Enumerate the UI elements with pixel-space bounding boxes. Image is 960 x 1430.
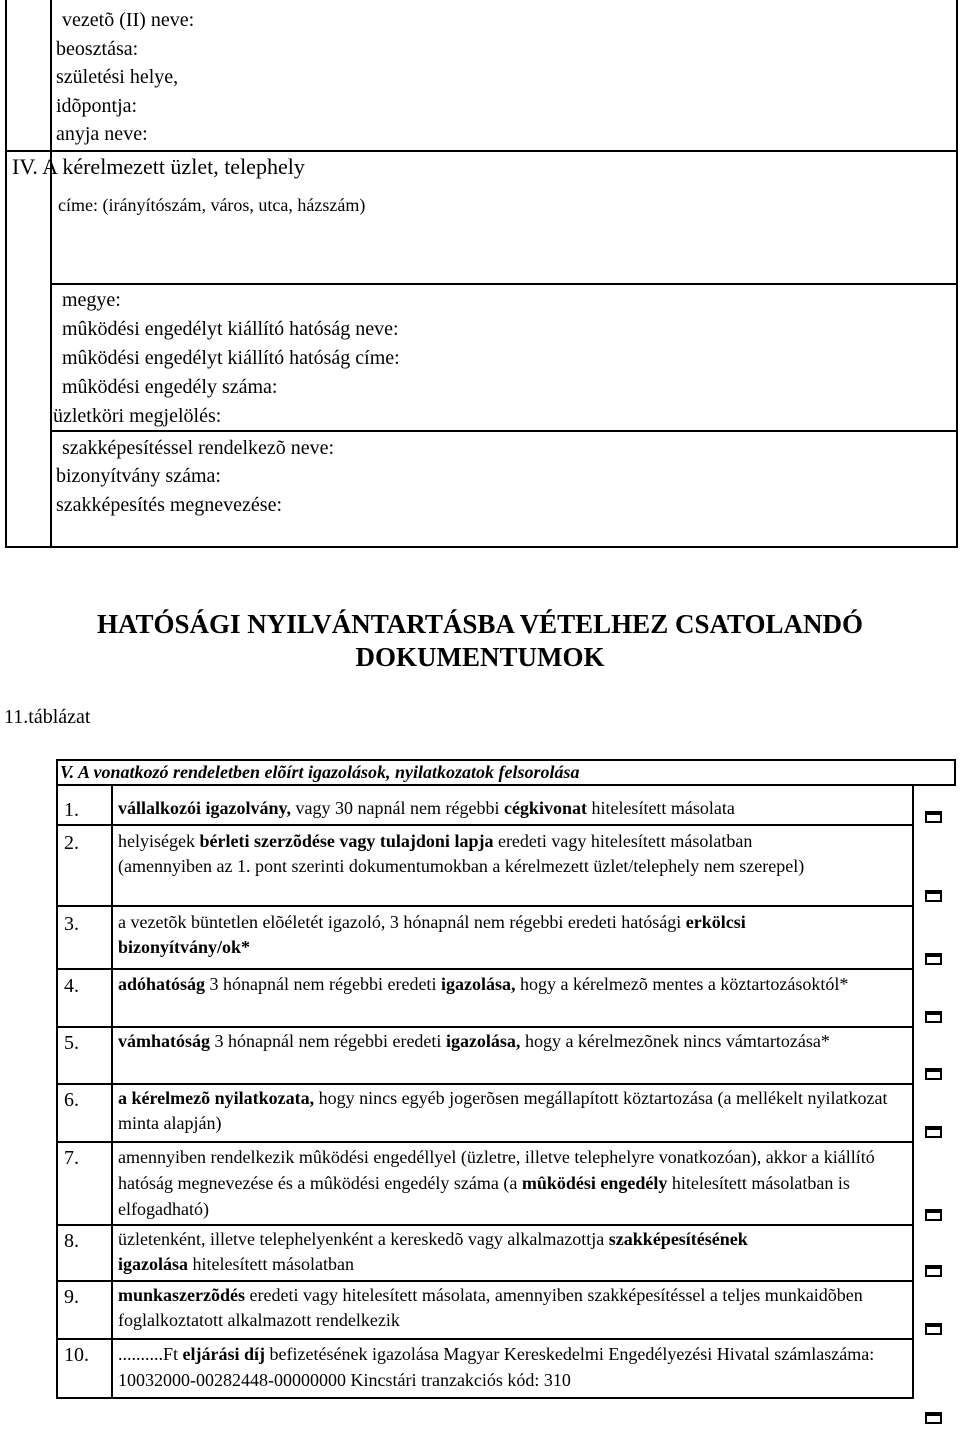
item-text: a kérelmezõ nyilatkozata, hogy nincs egyéb jogerõsen megállapított köztartozása (a mellékelt nyilatkozat minta alapján) xyxy=(118,1088,888,1133)
table-bottom xyxy=(56,1397,914,1399)
item-number: 10. xyxy=(64,1344,89,1366)
qual-line-0: szakképesítéssel rendelkezõ neve: xyxy=(62,437,335,459)
leader-line-4: anyja neve: xyxy=(56,123,148,145)
item-text: ..........Ft eljárási díj befizetésének igazolása Magyar Kereskedelmi Engedélyezési Hivatal számlaszáma: 10032000-00282448-00000000 Kincstári tranzakciós kód: 310 xyxy=(118,1344,875,1390)
table-left xyxy=(56,759,58,784)
item-number: 6. xyxy=(64,1089,79,1111)
mid-line-2: mûködési engedélyt kiállító hatóság címe: xyxy=(62,347,400,369)
top-border xyxy=(5,0,7,548)
num-col-right xyxy=(111,784,113,1399)
scope-label: üzletköri megjelölés: xyxy=(53,405,222,427)
item-number: 9. xyxy=(64,1286,79,1308)
checkbox[interactable] xyxy=(925,1126,942,1138)
mid-line-3: mûködési engedély száma: xyxy=(62,376,278,398)
item-text: amennyiben rendelkezik mûködési engedéllyel (üzletre, illetve telephelyre vonatkozóan), akkor a kiállító hatóság megnevezése és a mûködési engedély száma (a mûködési engedély hitelesített másolatban is elfogadható) xyxy=(118,1147,875,1219)
hline-iv xyxy=(5,150,958,152)
doc-title-line-1: HATÓSÁGI NYILVÁNTARTÁSBA VÉTELHEZ CSATOLANDÓ xyxy=(96,609,863,639)
row-sep xyxy=(56,1224,914,1226)
item-text: vállalkozói igazolvány, vagy 30 napnál nem régebbi cégkivonat hitelesített másolata xyxy=(118,798,735,818)
leader-line-2: születési helye, xyxy=(56,66,179,88)
item-text: üzletenként, illetve telephelyenként a kereskedõ vagy alkalmazottja szakképesítésének igazolása hitelesített másolatban xyxy=(118,1229,748,1274)
table-right xyxy=(954,759,956,784)
hline-qual xyxy=(52,430,956,432)
text-col-right xyxy=(912,784,914,1399)
item-number: 1. xyxy=(64,799,79,821)
mid-line-1: mûködési engedélyt kiállító hatóság neve: xyxy=(62,318,399,340)
address-label: címe: (irányítószám, város, utca, házszám) xyxy=(58,195,366,215)
checkbox[interactable] xyxy=(925,890,942,902)
checkbox[interactable] xyxy=(925,1011,942,1023)
item-text: a vezetõk büntetlen elõéletét igazoló, 3 hónapnál nem régebbi eredeti hatósági erkölcsi bizonyítvány/ok* xyxy=(118,912,746,957)
item-text: vámhatóság 3 hónapnál nem régebbi eredeti igazolása, hogy a kérelmezõnek nincs vámtartozása* xyxy=(118,1031,830,1051)
row-sep xyxy=(56,1280,914,1282)
item-number: 8. xyxy=(64,1230,79,1252)
row-sep xyxy=(56,824,914,826)
leader-line-0: vezetõ (II) neve: xyxy=(62,9,195,31)
num-col-left xyxy=(56,784,58,1399)
right-border xyxy=(956,0,958,548)
row-sep xyxy=(56,1026,914,1028)
row-sep xyxy=(56,1141,914,1143)
item-text: helyiségek bérleti szerzõdése vagy tulajdoni lapja eredeti vagy hitelesített másolatban (amennyiben az 1. pont szerinti dokumentumokban a kérelmezett üzlet/telephely nem szerepel) xyxy=(118,831,805,876)
row-sep xyxy=(56,1338,914,1340)
table-label: 11.táblázat xyxy=(4,706,91,728)
table-header: V. A vonatkozó rendeletben elõírt igazolások, nyilatkozatok felsorolása xyxy=(60,762,580,782)
item-number: 5. xyxy=(64,1032,79,1054)
item-text: adóhatóság 3 hónapnál nem régebbi eredeti igazolása, hogy a kérelmezõ mentes a köztartozásoktól* xyxy=(118,974,849,994)
doc-title-line-2: DOKUMENTUMOK xyxy=(355,642,605,672)
qual-line-1: bizonyítvány száma: xyxy=(56,465,221,487)
checkbox[interactable] xyxy=(925,811,942,823)
item-number: 4. xyxy=(64,975,79,997)
qual-line-2: szakképesítés megnevezése: xyxy=(56,494,283,516)
table-top xyxy=(56,759,956,761)
hline-megye xyxy=(52,283,956,285)
item-number: 2. xyxy=(64,832,79,854)
inner-left-border xyxy=(50,0,52,548)
checkbox[interactable] xyxy=(925,953,942,965)
row-sep xyxy=(56,905,914,907)
row-sep xyxy=(56,1083,914,1085)
item-number: 3. xyxy=(64,913,79,935)
checkbox[interactable] xyxy=(925,1323,942,1335)
leader-line-3: idõpontja: xyxy=(56,95,138,117)
bottom-border xyxy=(5,546,958,548)
section-iv-heading: IV. A kérelmezett üzlet, telephely xyxy=(12,154,305,179)
item-number: 7. xyxy=(64,1147,79,1169)
checkbox[interactable] xyxy=(925,1412,942,1424)
item-text: munkaszerzõdés eredeti vagy hitelesített másolata, amennyiben szakképesítéssel a teljes munkaidõben foglalkoztatott alkalmazott rendelkezik xyxy=(118,1285,863,1330)
mid-line-0: megye: xyxy=(62,289,121,311)
leader-line-1: beosztása: xyxy=(56,38,139,60)
row-sep xyxy=(56,968,914,970)
checkbox[interactable] xyxy=(925,1068,942,1080)
header-bottom xyxy=(56,784,956,786)
checkbox[interactable] xyxy=(925,1209,942,1221)
checkbox[interactable] xyxy=(925,1265,942,1277)
